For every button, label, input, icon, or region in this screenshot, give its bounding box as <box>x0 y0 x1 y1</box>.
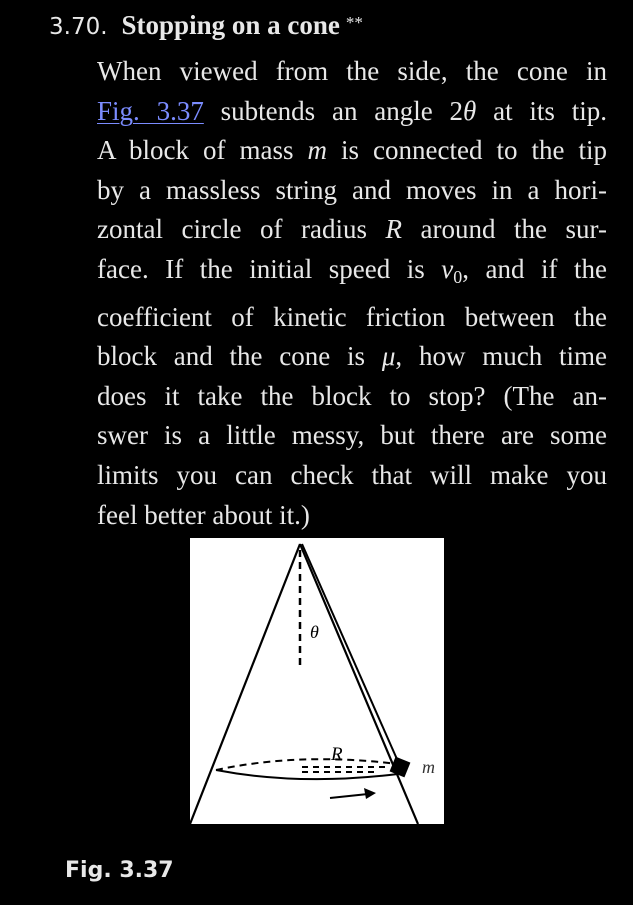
statement-line <box>97 496 607 536</box>
motion-arrow-head <box>364 788 376 799</box>
cone-right-edge <box>300 544 418 824</box>
difficulty-stars: ** <box>345 13 363 32</box>
statement-text: A block of mass <box>97 135 308 166</box>
statement-line <box>97 171 607 211</box>
statement-text: at its tip. <box>476 95 607 126</box>
statement-text: around the sur- <box>402 214 607 245</box>
statement-line <box>97 250 607 298</box>
statement-text: coefficient of kinetic friction between the <box>97 301 607 332</box>
radius-symbol: R <box>385 214 402 245</box>
statement-line <box>97 337 607 377</box>
statement-text: When viewed from the side, the cone in <box>97 56 607 86</box>
statement-text: limits you can check that will make you <box>97 459 607 490</box>
statement-text: , and if the <box>462 253 607 284</box>
statement-text: feel better about it.) <box>97 499 310 530</box>
cone-figure <box>190 538 444 824</box>
problem-statement <box>97 52 607 535</box>
statement-text: , how much time <box>395 341 607 372</box>
statement-text: block and the cone is <box>97 341 382 372</box>
figure-reference-link[interactable]: Fig. 3.37 <box>97 95 204 126</box>
statement-line <box>97 298 607 338</box>
cone-left-edge <box>190 544 300 824</box>
mass-symbol: m <box>307 135 328 166</box>
statement-line <box>97 52 607 92</box>
radius-label: R <box>331 744 343 765</box>
statement-text: subtends an angle 2 <box>203 95 464 126</box>
speed-subscript: 0 <box>453 266 463 287</box>
speed-symbol: v <box>441 253 454 284</box>
statement-line <box>97 210 607 250</box>
motion-arrow-shaft <box>330 794 368 798</box>
theta-label: θ <box>310 622 319 642</box>
cone-diagram <box>190 538 444 824</box>
statement-line <box>97 416 607 456</box>
theta-symbol: θ <box>463 95 477 126</box>
statement-text: by a massless string and moves in a hori- <box>97 174 607 205</box>
figure-caption: Fig. 3.37 <box>65 858 174 883</box>
problem-number: 3.70. <box>49 14 108 40</box>
statement-text: swer is a little messy, but there are some <box>97 420 607 451</box>
mass-label: m <box>422 757 435 777</box>
statement-line <box>97 131 607 171</box>
statement-text: does it take the block to stop? (The an- <box>97 380 607 411</box>
string-line <box>302 544 400 766</box>
statement-line <box>97 92 607 132</box>
problem-title: Stopping on a cone <box>121 10 340 40</box>
statement-text: zontal circle of radius <box>97 214 386 245</box>
mu-symbol: μ <box>381 341 396 372</box>
statement-line <box>97 377 607 417</box>
statement-text: face. If the initial speed is <box>97 253 442 284</box>
circle-back-dashed <box>216 759 398 770</box>
statement-text: is connected to the tip <box>327 135 607 166</box>
statement-line <box>97 456 607 496</box>
problem-header <box>49 8 609 44</box>
